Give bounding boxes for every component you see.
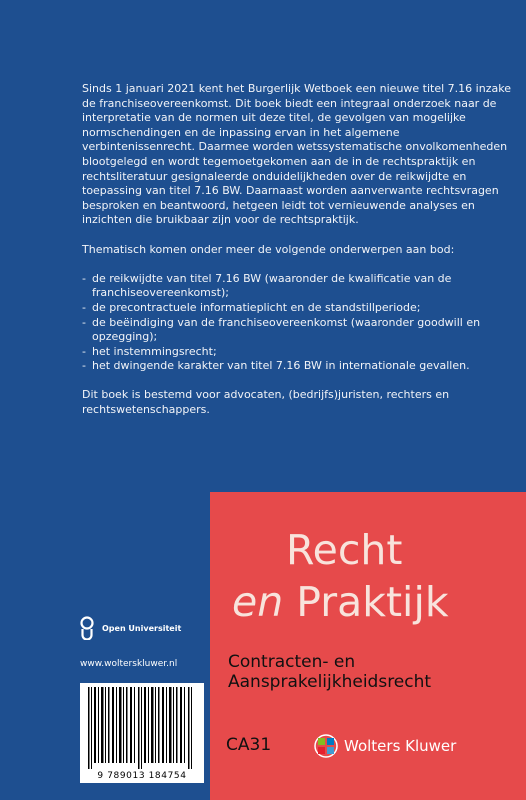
topic-item: - de beëindiging van de franchiseovereenkomst (waaronder goodwill en opzegging); — [82, 316, 512, 345]
publisher-name: Wolters Kluwer — [344, 737, 457, 755]
partner-name: Open Universiteit — [102, 623, 182, 633]
audience-text: Dit boek is bestemd voor advocaten, (bedrijfs)juristen, rechters en rechtswetenschappers. — [82, 388, 450, 417]
topic-item: - het dwingende karakter van titel 7.16 BW in internationale gevallen. — [82, 359, 512, 374]
website-url: www.wolterskluwer.nl — [80, 659, 178, 669]
topic-item: - het instemmingsrecht; — [82, 345, 512, 360]
series-subtitle: Contracten- en Aansprakelijkheidsrecht — [228, 652, 432, 692]
series-panel — [210, 492, 526, 800]
topics-lead: Thematisch komen onder meer de volgende onderwerpen aan bod: — [82, 242, 455, 256]
topic-item: - de precontractuele informatieplicht en de standstillperiode; — [82, 301, 512, 316]
series-title-en: en — [232, 578, 284, 626]
barcode-digits: 9 789013 184754 — [97, 771, 187, 781]
series-title-line2 — [232, 578, 449, 626]
isbn-barcode — [80, 683, 204, 783]
topics-list — [82, 272, 512, 374]
open-universiteit-brand — [80, 616, 181, 640]
wolters-kluwer-logo-icon — [314, 734, 338, 758]
topic-item: - de reikwijdte van titel 7.16 BW (waaronder de kwalificatie van de franchiseovereenkomst); — [82, 272, 512, 301]
open-universiteit-logo-icon — [80, 616, 94, 640]
publisher-brand — [314, 734, 456, 758]
intro-paragraph: Sinds 1 januari 2021 kent het Burgerlijk Wetboek een nieuwe titel 7.16 inzake de franchiseovereenkomst. Dit boek biedt een integraal onderzoek naar de interpretatie van de normen uit deze titel, de gevolgen van mogelijke normschendingen en de inpassing ervan in het algemene verbintenissenrecht. Daarmee worden wetssystematische onvolkomenheden blootgelegd en wordt tegemoetgekomen aan de in de rechtspraktijk en rechtsliteratuur gesignaleerde onduidelijkheden over de reikwijdte en toepassing van titel 7.16 BW. Daarnaast worden aanverwante rechtsvragen besproken en beantwoord, hetgeen leidt tot vernieuwende analyses en inzichten die bruikbaar zijn voor de rechtspraktijk. — [82, 82, 511, 227]
series-title-praktijk: Praktijk — [283, 578, 449, 626]
blurb — [82, 82, 512, 432]
series-code: CA31 — [226, 735, 272, 755]
barcode-bars — [80, 685, 204, 771]
series-title-line1: Recht — [286, 526, 403, 574]
